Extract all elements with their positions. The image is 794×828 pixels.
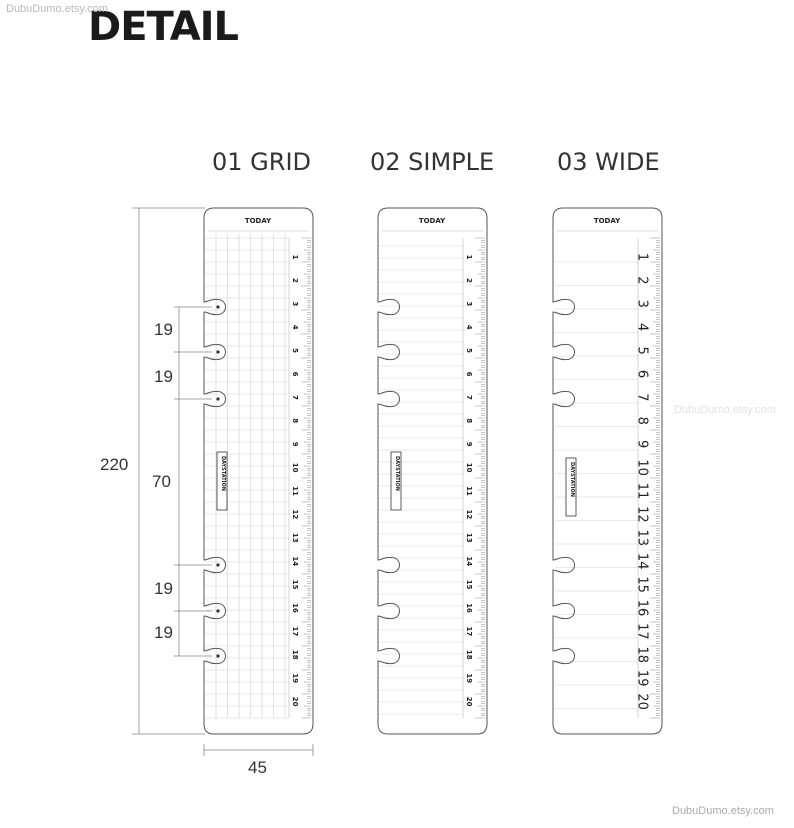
ruler-number: 19 — [634, 669, 650, 687]
ruler-number: 9 — [291, 441, 299, 447]
ruler-number: 17 — [634, 623, 650, 640]
ruler-number: 15 — [465, 579, 473, 590]
ruler-number: 15 — [291, 579, 299, 590]
hole-center-dot — [216, 350, 219, 353]
ruler-number: 19 — [291, 673, 299, 684]
ruler-number: 6 — [634, 369, 650, 379]
width-label: 45 — [248, 758, 267, 777]
ruler-simple-logo-text: DAYSTATION — [394, 456, 400, 491]
hole-center-dot — [216, 397, 219, 400]
ruler-number: 2 — [465, 277, 473, 283]
ruler-wide-today-label: TODAY — [593, 217, 621, 225]
ruler-number: 10 — [465, 462, 473, 473]
ruler-number: 9 — [465, 441, 473, 447]
ruler-number: 20 — [291, 696, 299, 707]
hole-spacing-label-3: 19 — [154, 579, 173, 598]
ruler-number: 6 — [291, 371, 299, 377]
hole-center-dot — [216, 609, 219, 612]
ruler-wide-logo-text: DAYSTATION — [569, 462, 575, 497]
ruler-number: 10 — [291, 462, 299, 473]
ruler-number: 16 — [465, 603, 473, 613]
ruler-number: 7 — [465, 394, 473, 400]
ruler-grid — [204, 208, 313, 734]
ruler-number: 3 — [291, 301, 299, 307]
watermark-bottom: DubuDumo.etsy.com — [672, 805, 774, 817]
ruler-wide-logo — [566, 458, 576, 516]
ruler-number: 7 — [291, 394, 299, 400]
height-label: 220 — [100, 455, 129, 474]
ruler-number: 2 — [291, 277, 299, 283]
ruler-number: 5 — [465, 348, 473, 354]
ruler-number: 3 — [634, 299, 650, 308]
ruler-number: 5 — [291, 348, 299, 354]
ruler-number: 4 — [291, 324, 299, 330]
hole-spacing-label-1: 19 — [154, 320, 173, 339]
ruler-number: 9 — [634, 440, 650, 449]
ruler-number: 1 — [291, 254, 299, 260]
column-title-grid: 01 GRID — [212, 148, 311, 176]
ruler-grid-numbers — [291, 255, 299, 707]
ruler-number: 14 — [634, 552, 650, 570]
ruler-number: 14 — [291, 556, 299, 567]
ruler-number: 12 — [634, 506, 650, 523]
ruler-number: 17 — [291, 626, 299, 637]
ruler-number: 4 — [634, 323, 650, 332]
page-title: DETAIL — [88, 4, 239, 50]
ruler-number: 8 — [465, 418, 473, 424]
ruler-grid-logo-text: DAYSTATION — [220, 456, 226, 491]
ruler-simple-numbers — [465, 255, 473, 707]
ruler-number: 18 — [634, 646, 650, 664]
column-title-simple: 02 SIMPLE — [370, 148, 495, 176]
hole-center-dot — [216, 305, 219, 308]
ruler-number: 20 — [634, 693, 650, 710]
ruler-grid-logo — [217, 452, 227, 510]
ruler-number: 11 — [465, 486, 473, 496]
ruler-number: 7 — [634, 393, 650, 402]
ruler-number: 19 — [465, 673, 473, 684]
ruler-number: 3 — [465, 301, 473, 307]
ruler-number: 16 — [634, 599, 650, 617]
ruler-number: 13 — [465, 532, 473, 543]
hole-center-dot — [216, 563, 219, 566]
ruler-number: 11 — [634, 482, 650, 500]
hole-spacing-label-2: 19 — [154, 367, 173, 386]
ruler-wide-numbers — [635, 253, 650, 710]
ruler-number: 1 — [465, 254, 473, 260]
ruler-number: 13 — [291, 532, 299, 543]
ruler-number: 12 — [291, 509, 299, 520]
ruler-number: 10 — [634, 459, 650, 476]
ruler-number: 14 — [465, 556, 473, 567]
ruler-number: 1 — [634, 252, 650, 262]
ruler-wide — [553, 208, 662, 734]
ruler-number: 17 — [465, 626, 473, 637]
ruler-number: 8 — [634, 416, 650, 425]
ruler-number: 15 — [634, 576, 650, 593]
ruler-number: 12 — [465, 509, 473, 520]
ruler-number: 6 — [465, 371, 473, 377]
hole-leader-lines — [174, 307, 212, 656]
ruler-grid-today-label: TODAY — [244, 217, 272, 225]
hole-center-dot — [216, 654, 219, 657]
column-title-wide: 03 WIDE — [557, 148, 660, 176]
ruler-number: 11 — [291, 486, 299, 496]
ruler-number: 5 — [634, 346, 650, 355]
ruler-simple-logo — [391, 452, 401, 510]
ruler-number: 16 — [291, 603, 299, 613]
hole-spacing-label-4: 19 — [154, 623, 173, 642]
ruler-simple — [378, 208, 487, 734]
ruler-number: 20 — [465, 696, 473, 707]
ruler-number: 2 — [634, 276, 650, 285]
ruler-number: 13 — [634, 529, 650, 547]
ruler-simple-today-label: TODAY — [418, 217, 446, 225]
hole-gap-label: 70 — [152, 472, 171, 491]
ruler-number: 18 — [465, 649, 473, 660]
ruler-number: 4 — [465, 324, 473, 330]
ruler-number: 18 — [291, 649, 299, 660]
ruler-number: 8 — [291, 418, 299, 424]
watermark-top: DubuDumo.etsy.com — [6, 3, 108, 15]
watermark-middle: DubuDumo.etsy.com — [674, 404, 776, 416]
